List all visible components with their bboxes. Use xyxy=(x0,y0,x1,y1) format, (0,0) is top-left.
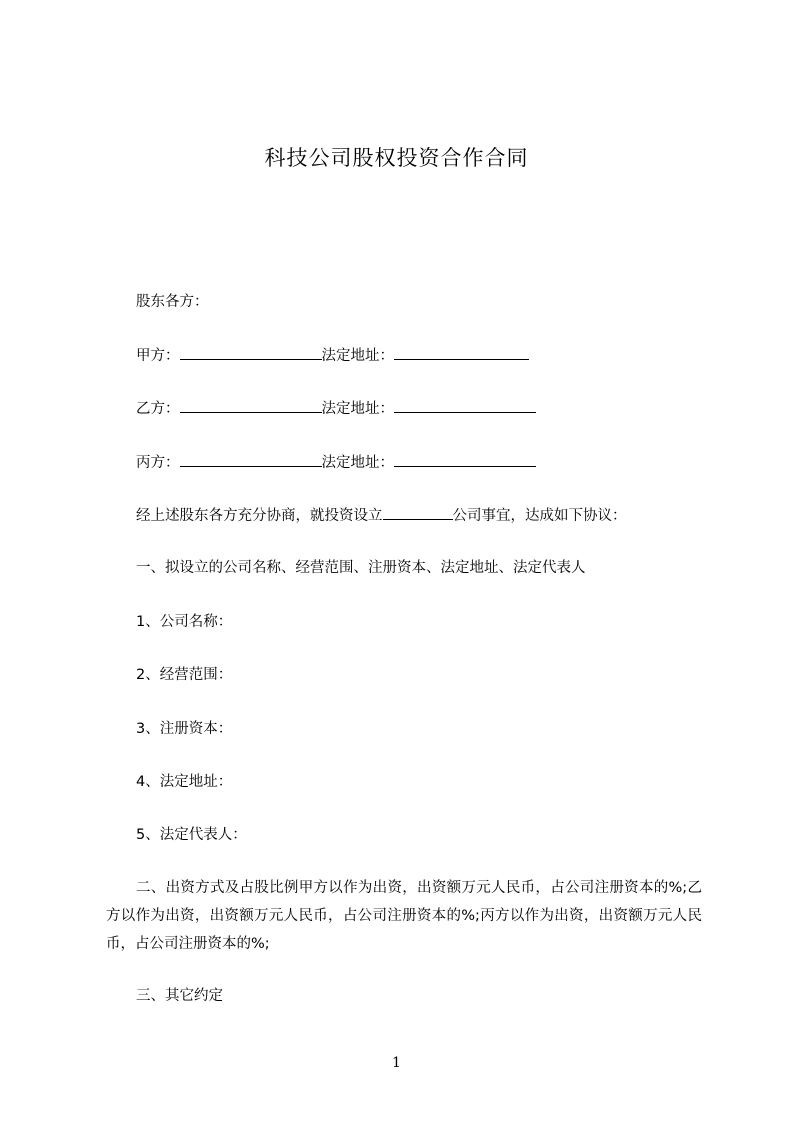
party-b-name-blank[interactable] xyxy=(180,398,322,413)
party-b-label: 乙方： xyxy=(136,401,180,417)
item-business-scope: 2、经营范围： xyxy=(136,667,233,683)
party-b-address-label: 法定地址： xyxy=(321,401,394,417)
party-a-address-blank[interactable] xyxy=(394,345,529,360)
party-c-name-blank[interactable] xyxy=(180,452,322,467)
party-c-address-blank[interactable] xyxy=(394,452,536,467)
item-registered-capital: 3、注册资本： xyxy=(136,721,233,737)
party-c-line xyxy=(136,452,536,473)
party-b-line xyxy=(136,398,536,419)
item-legal-address: 4、法定地址： xyxy=(136,774,233,790)
company-name-blank[interactable] xyxy=(383,505,453,520)
agreement-prefix: 经上述股东各方充分协商，就投资设立 xyxy=(136,508,383,524)
party-c-label: 丙方： xyxy=(136,455,180,471)
agreement-suffix: 公司事宜，达成如下协议： xyxy=(452,508,627,524)
item-legal-representative: 5、法定代表人： xyxy=(136,827,247,843)
section-2-paragraph: 二、出资方式及占股比例甲方以作为出资，出资额万元人民币，占公司注册资本的%;乙方以作为出资，出资额万元人民币，占公司注册资本的%;丙方以作为出资，出资额万元人民币，占公司注册资本的%; xyxy=(106,880,702,952)
party-c-address-label: 法定地址： xyxy=(321,455,394,471)
party-b-address-blank[interactable] xyxy=(394,398,536,413)
party-a-label: 甲方： xyxy=(136,348,180,364)
party-a-line xyxy=(136,345,529,366)
section-3-heading: 三、其它约定 xyxy=(136,988,223,1004)
document-title: 科技公司股权投资合作合同 xyxy=(264,146,529,170)
party-a-address-label: 法定地址： xyxy=(321,348,394,364)
page-number: 1 xyxy=(392,1055,401,1071)
section-1-heading: 一、拟设立的公司名称、经营范围、注册资本、法定地址、法定代表人 xyxy=(136,560,586,576)
party-a-name-blank[interactable] xyxy=(180,345,322,360)
agreement-statement xyxy=(136,505,627,526)
item-company-name: 1、公司名称： xyxy=(136,614,233,630)
shareholders-heading: 股东各方： xyxy=(136,294,209,310)
